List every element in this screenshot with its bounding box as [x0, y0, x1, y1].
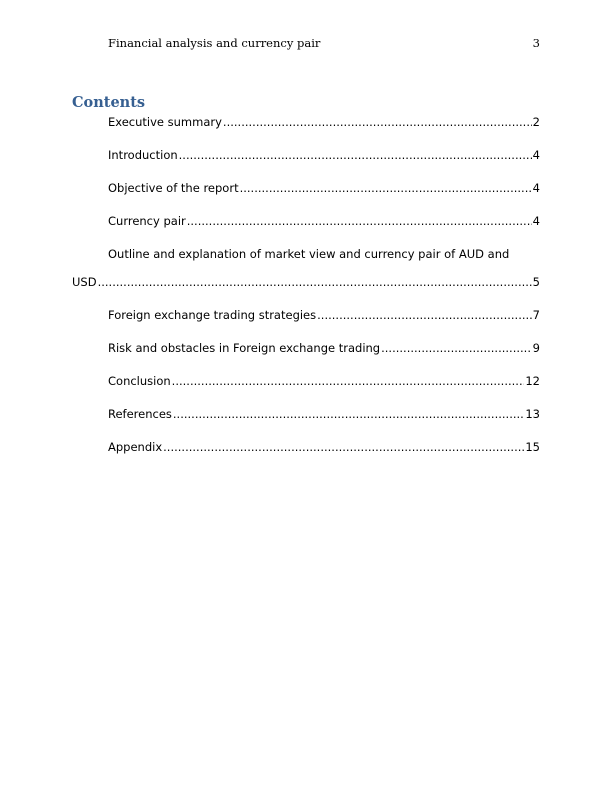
toc-entry-page: 13 — [525, 407, 540, 421]
toc-entry-appendix[interactable] — [108, 439, 540, 455]
toc-entry-fx-strategies[interactable] — [108, 307, 540, 323]
toc-dot-leader — [381, 340, 532, 356]
toc-entry-page: 7 — [532, 308, 540, 322]
toc-entry-page: 2 — [532, 115, 540, 129]
toc-dot-leader — [98, 274, 532, 290]
toc-entry-page: 12 — [525, 374, 540, 388]
toc-dot-leader — [163, 439, 524, 455]
toc-entry-page: 4 — [532, 214, 540, 228]
toc-entry-objective[interactable] — [108, 180, 540, 196]
toc-entry-introduction[interactable] — [108, 147, 540, 163]
toc-entry-label: References — [108, 407, 172, 421]
header-title: Financial analysis and currency pair — [108, 36, 321, 50]
toc-entry-label: Introduction — [108, 148, 178, 162]
toc-dot-leader — [223, 114, 532, 130]
toc-entry-risk-obstacles[interactable] — [108, 340, 540, 356]
page-header — [108, 36, 540, 52]
toc-entry-label: Objective of the report — [108, 181, 239, 195]
toc-entry-page: 5 — [532, 275, 540, 289]
toc-entry-label: Executive summary — [108, 115, 222, 129]
toc-dot-leader — [179, 147, 532, 163]
toc-entry-page: 4 — [532, 148, 540, 162]
toc-entry-page: 9 — [532, 341, 540, 355]
toc-entry-outline-line2[interactable] — [72, 274, 540, 290]
toc-entry-label: Currency pair — [108, 214, 186, 228]
toc-dot-leader — [240, 180, 532, 196]
toc-entry-label: Appendix — [108, 440, 163, 454]
toc-dot-leader — [173, 406, 524, 422]
toc-dot-leader — [172, 373, 525, 389]
toc-entry-executive-summary[interactable] — [108, 114, 540, 130]
toc-entry-label: Conclusion — [108, 374, 171, 388]
toc-entry-page: 15 — [525, 440, 540, 454]
toc-entry-currency-pair[interactable] — [108, 213, 540, 229]
header-page-number: 3 — [532, 36, 540, 50]
toc-entry-label: Foreign exchange trading strategies — [108, 308, 317, 322]
toc-entry-page: 4 — [532, 181, 540, 195]
toc-entry-conclusion[interactable] — [108, 373, 540, 389]
toc-entry-label: Outline and explanation of market view and currency pair of AUD and — [108, 247, 510, 261]
toc-dot-leader — [317, 307, 532, 323]
toc-entry-label: Risk and obstacles in Foreign exchange trading — [108, 341, 381, 355]
toc-entry-outline-line1[interactable] — [108, 246, 540, 262]
toc-heading: Contents — [72, 94, 146, 111]
toc-dot-leader — [187, 213, 532, 229]
toc-entry-references[interactable] — [108, 406, 540, 422]
toc-entry-label: USD — [72, 275, 97, 289]
